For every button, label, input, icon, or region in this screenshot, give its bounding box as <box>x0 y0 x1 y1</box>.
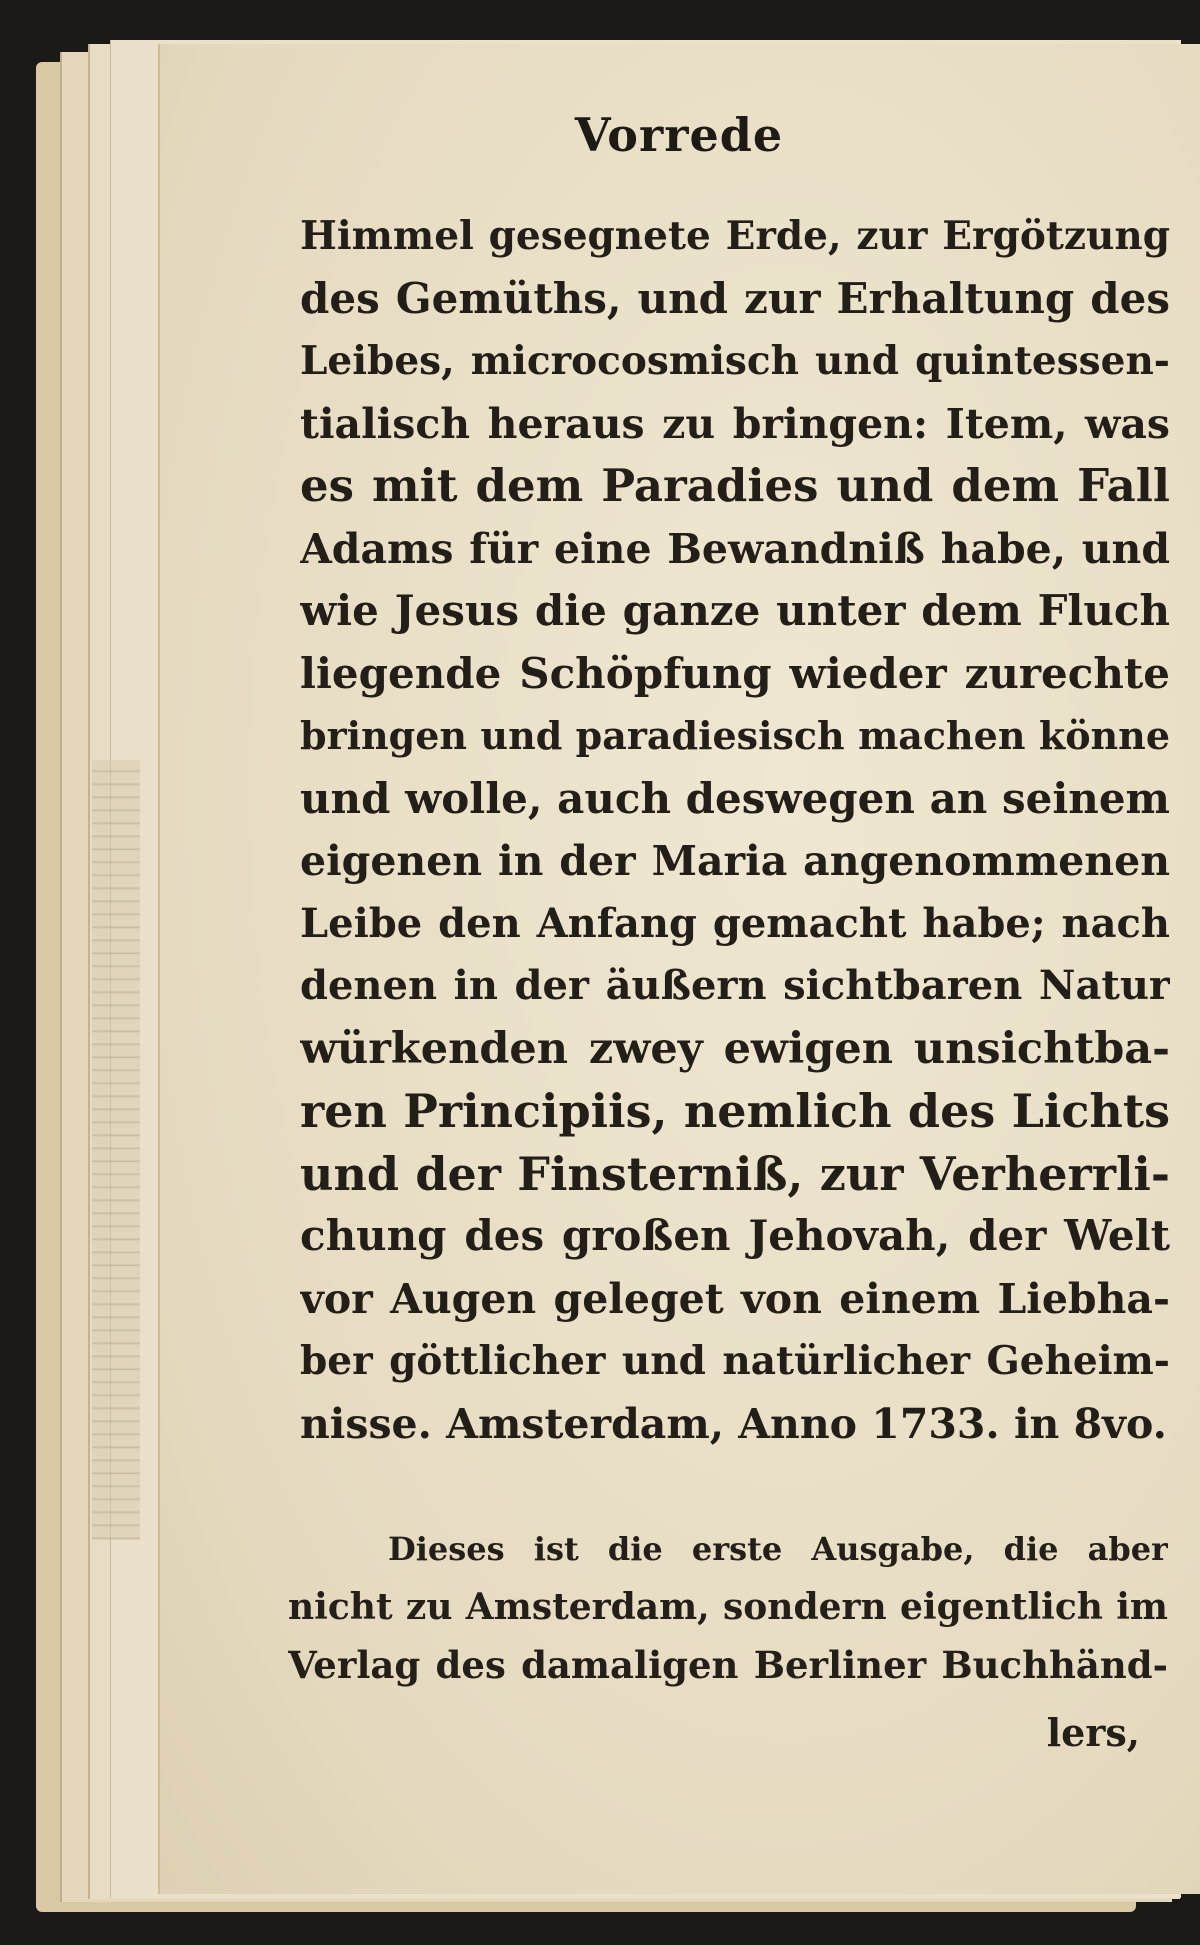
catchword: lers, <box>1046 1710 1140 1755</box>
running-head <box>158 108 1200 162</box>
text-line: Himmel gesegnete Erde, zur Ergötzung <box>300 213 1170 259</box>
text-line: ber göttlicher und natürlicher Geheim- <box>300 1338 1170 1384</box>
main-text-block <box>300 205 1170 1455</box>
text-line: es mit dem Paradies und dem Fall <box>300 459 1170 512</box>
text-line: nisse. Amsterdam, Anno 1733. in 8vo. <box>300 1399 1167 1448</box>
text-line: Leibe den Anfang gemacht habe; nach <box>300 899 1170 947</box>
note-line: nicht zu Amsterdam, sondern eigentlich im <box>288 1586 1168 1628</box>
text-line: wie Jesus die ganze unter dem Fluch <box>300 586 1170 635</box>
text-line: chung des großen Jehovah, der Welt <box>300 1211 1170 1260</box>
running-head-text: Vorrede <box>574 108 784 162</box>
text-line: Adams für eine Bewandniß habe, und <box>300 524 1170 573</box>
binding-strip <box>92 760 140 1540</box>
text-line: und wolle, auch deswegen an seinem <box>300 773 1170 823</box>
text-line: tialisch heraus zu bringen: Item, was <box>300 399 1170 448</box>
note-line: Verlag des damaligen Berliner Buchhänd- <box>288 1643 1168 1687</box>
text-line: eigenen in der Maria angenommenen <box>300 837 1170 885</box>
text-line: denen in der äußern sichtbaren Natur <box>300 962 1170 1009</box>
text-line: vor Augen geleget von einem Liebha- <box>300 1274 1170 1323</box>
text-line: ren Principiis, nemlich des Lichts <box>300 1084 1170 1138</box>
note-text-block <box>288 1520 1168 1694</box>
text-line: und der Finsterniß, zur Verherrli- <box>300 1146 1170 1201</box>
note-line: Dieses ist die erste Ausgabe, die aber <box>388 1530 1168 1568</box>
text-line: Leibes, microcosmisch und quintessen- <box>300 338 1170 384</box>
text-line: bringen und paradiesisch machen könne <box>300 713 1170 758</box>
text-line: würkenden zwey ewigen unsichtba- <box>300 1023 1170 1074</box>
text-line: des Gemüths, und zur Erhaltung des <box>300 273 1170 323</box>
text-line: liegende Schöpfung wieder zurechte <box>300 648 1170 698</box>
